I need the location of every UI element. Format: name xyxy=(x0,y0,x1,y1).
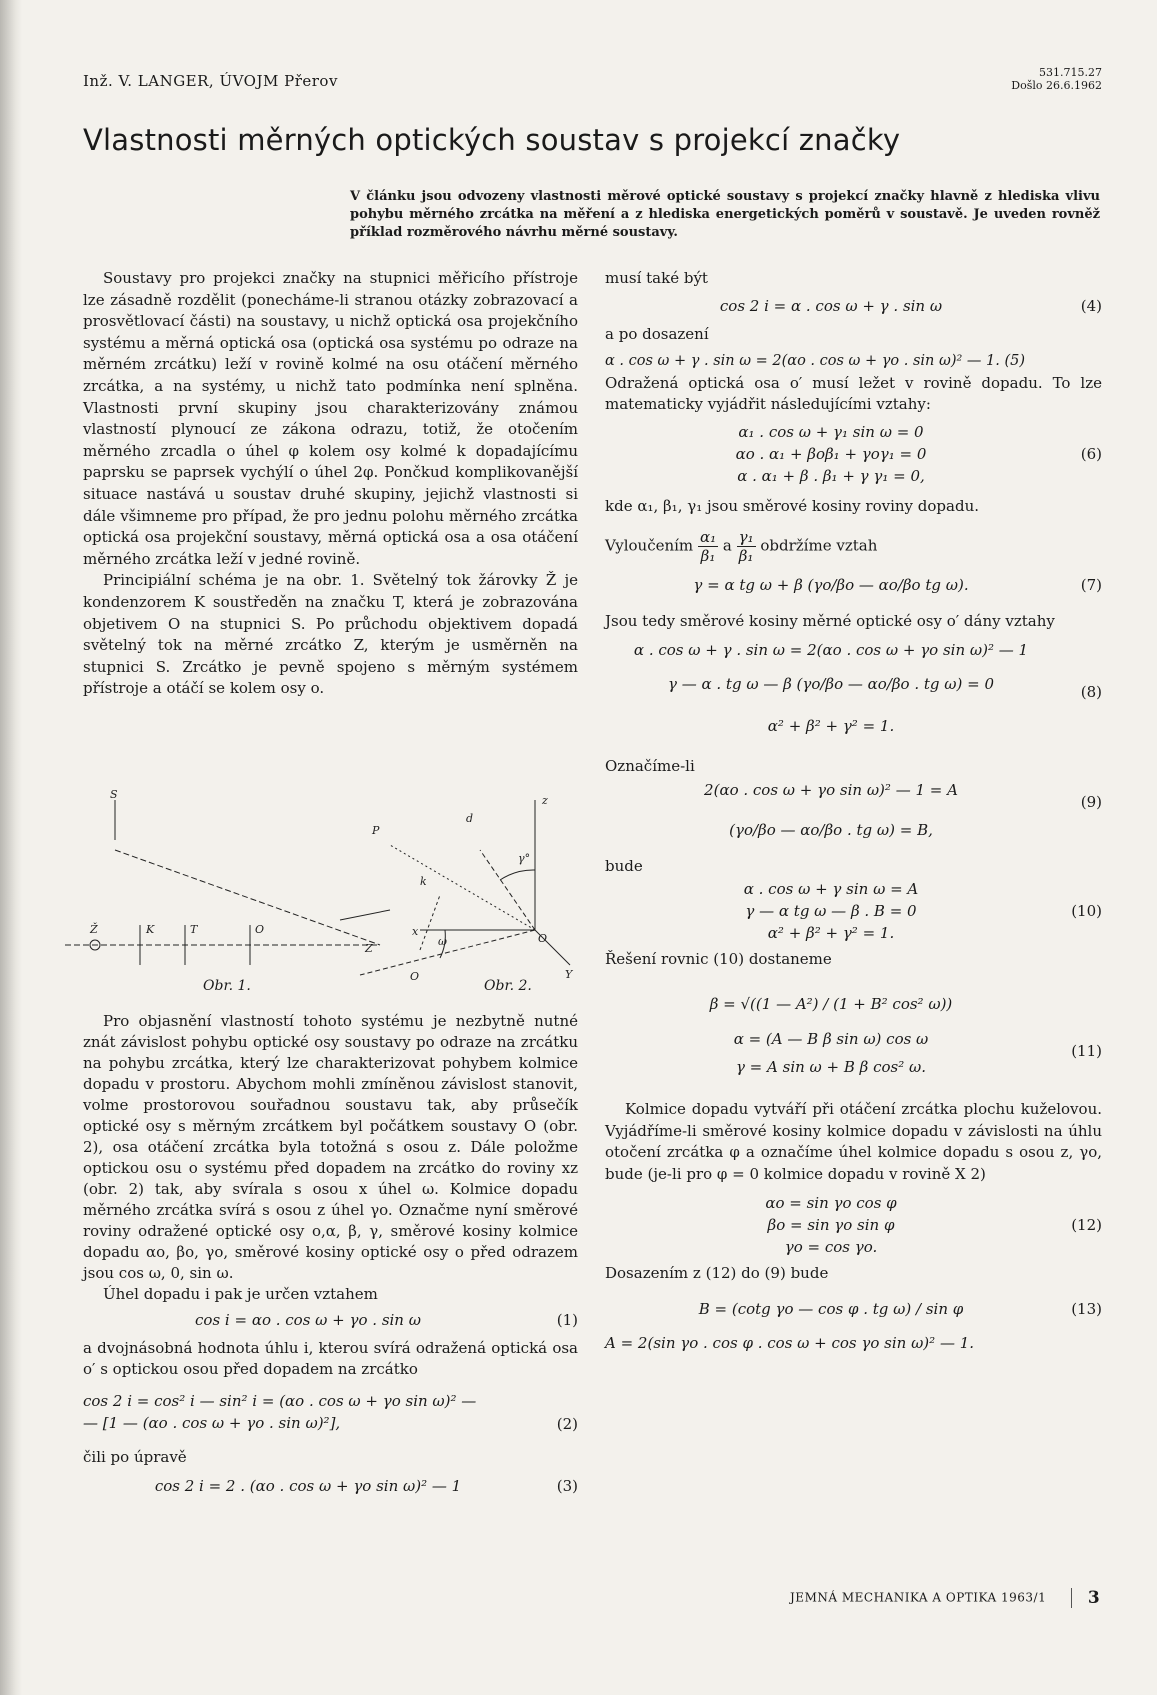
equation-10-number: (10) xyxy=(1071,902,1102,921)
equation-5: α . cos ω + γ . sin ω = 2(αo . cos ω + γo . sin ω)² — 1. (5) xyxy=(605,353,1025,370)
equation-11-number: (11) xyxy=(1071,1041,1102,1060)
r-paragraph-4: kde α₁, β₁, γ₁ jsou směrové kosiny roviny dopadu. xyxy=(605,496,980,515)
fraction-1-top: α₁ xyxy=(699,527,717,546)
r-paragraph-9: Řešení rovnic (10) dostaneme xyxy=(605,950,832,969)
fig2-gamma-arc xyxy=(500,870,535,880)
r-paragraph-5-b: a xyxy=(722,536,732,555)
fig2-projection xyxy=(420,895,440,950)
fig2-normal xyxy=(390,845,535,930)
equation-10 xyxy=(605,879,1102,945)
equation-1-number: (1) xyxy=(556,1310,578,1329)
equation-7-number: (7) xyxy=(1080,575,1102,594)
svg-text:O: O xyxy=(255,923,265,936)
svg-text:z: z xyxy=(542,794,548,807)
equation-3-number: (3) xyxy=(556,1477,578,1496)
fraction-2-bottom: β₁ xyxy=(738,546,754,565)
equation-6-line-3: α . α₁ + β . β₁ + γ γ₁ = 0, xyxy=(737,466,925,485)
svg-text:d: d xyxy=(466,812,474,825)
footer-separator xyxy=(1071,1588,1072,1608)
svg-text:P: P xyxy=(372,824,380,837)
equation-9-line-1: 2(αo . cos ω + γo sin ω)² — 1 = A xyxy=(704,780,958,799)
fraction-alpha1-beta1 xyxy=(698,528,718,565)
equation-3 xyxy=(83,1476,578,1500)
equation-8-line-2: γ — α . tg ω — β (γo/βo — αo/βo . tg ω) = 0 xyxy=(667,675,995,694)
equation-10-line-1: α . cos ω + γ sin ω = A xyxy=(743,880,919,899)
svg-text:x: x xyxy=(412,925,419,938)
equation-12 xyxy=(605,1193,1102,1259)
r-paragraph-8: bude xyxy=(605,856,643,875)
r-paragraph-5 xyxy=(605,528,1102,565)
r-paragraph-5-c: obdržíme vztah xyxy=(760,536,878,555)
equation-6-line-2: αo . α₁ + βoβ₁ + γoγ₁ = 0 xyxy=(735,444,927,463)
equation-4 xyxy=(605,296,1102,320)
figure-1-caption: Obr. 1. xyxy=(203,978,251,994)
equation-6-number: (6) xyxy=(1080,445,1102,464)
left-column-top xyxy=(83,268,578,700)
equation-6 xyxy=(605,422,1102,488)
equation-6-line-1: α₁ . cos ω + γ₁ sin ω = 0 xyxy=(738,422,924,441)
r-paragraph-3: Odražená optická osa o′ musí ležet v rovině dopadu. To lze matematicky vyjádřit následujícími vztahy: xyxy=(605,373,1102,414)
paragraph-5: a dvojnásobná hodnota úhlu i, kterou svírá odražená optická osa o′ s optickou osou před dopadem na zrcátko xyxy=(83,1338,578,1379)
fraction-1-bottom: β₁ xyxy=(700,546,716,565)
svg-text:Y: Y xyxy=(565,968,573,981)
equation-8 xyxy=(605,640,1102,746)
fraction-gamma1-beta1 xyxy=(737,528,756,565)
equation-12-line-1: αo = sin γo cos φ xyxy=(765,1194,897,1213)
equation-12-line-3: γo = cos γo. xyxy=(784,1238,878,1257)
equation-9-line-2: (γo/βo — αo/βo . tg ω) = B, xyxy=(729,820,933,839)
equation-1-text: cos i = αo . cos ω + γo . sin ω xyxy=(195,1310,421,1329)
equation-8-number: (8) xyxy=(1080,683,1102,702)
equation-12-line-2: βo = sin γo sin φ xyxy=(767,1216,895,1235)
fig1-reflected-axis xyxy=(115,850,380,945)
figure-2-caption: Obr. 2. xyxy=(484,978,532,994)
equation-2-line-1: cos 2 i = cos² i — sin² i = (αo . cos ω + γo sin ω)² — xyxy=(83,1391,477,1410)
paragraph-6: čili po úpravě xyxy=(83,1447,187,1466)
right-column xyxy=(605,268,1102,1355)
paragraph-4: Úhel dopadu i pak je určen vztahem xyxy=(103,1285,378,1303)
svg-text:k: k xyxy=(420,875,427,888)
paragraph-1: Soustavy pro projekci značky na stupnici měřicího přístroje lze zásadně rozdělit (ponecháme-li stranou otázky zobrazovací a prosvětlovací části) na soustavy, u nichž optická osa projekčního systému a měrná optická osa (optická osa systému po odraze na měrném zrcátku) leží v rovině kolmé na osu otáčení měrného zrcátka, a na systémy, u nichž tato podmínka není splněna. Vlastnosti první skupiny jsou charakterizovány známou vlastností plynoucí ze zákona odrazu, totiž, že otočením měrného zrcadla o úhel φ kolem osy kolmé k dopadajícímu paprsku se paprsek vychýlí o úhel 2φ. Pončkud komplikovanější situace nastává u soustav druhé skupiny, jejichž vlastnosti si dále všimneme pro případ, že pro jednu polohu měrného zrcátka optická osa projekční soustavy, měrná optická osa a osa otáčení měrného zrcátka leží v jedné rovině. xyxy=(83,269,578,568)
equation-8-line-1: α . cos ω + γ . sin ω = 2(αo . cos ω + γo sin ω)² — 1 xyxy=(633,641,1029,660)
equation-9 xyxy=(605,780,1102,856)
svg-text:ω: ω xyxy=(438,935,447,948)
equation-3-text: cos 2 i = 2 . (αo . cos ω + γo sin ω)² — 1 xyxy=(154,1477,462,1496)
svg-text:T: T xyxy=(190,923,198,936)
article-title: Vlastnosti měrných optických soustav s projekcí značky xyxy=(83,123,901,157)
figures xyxy=(60,790,580,994)
equation-7 xyxy=(605,575,1102,603)
svg-text:O: O xyxy=(410,970,420,983)
equation-11 xyxy=(605,979,1102,1085)
equation-8-line-3: α² + β² + γ² = 1. xyxy=(767,717,895,736)
abstract: V článku jsou odvozeny vlastnosti měrové optické soustavy s projekcí značky hlavně z hlediska vlivu pohybu měrného zrcátka na měření a z hlediska energetických poměrů v soustavě. Je uveden rovněž příklad rozměrového návrhu měrné soustavy. xyxy=(350,189,1100,240)
equation-11-line-1: β = √((1 — A²) / (1 + B² cos² ω)) xyxy=(709,994,953,1013)
equation-2-line-2: — [1 — (αo . cos ω + γo . sin ω)²], xyxy=(83,1413,341,1432)
equation-13 xyxy=(605,1299,1102,1329)
journal-name: JEMNÁ MECHANIKA A OPTIKA 1963/1 xyxy=(790,1590,1047,1605)
r-paragraph-6: Jsou tedy směrové kosiny měrné optické osy o′ dány vztahy xyxy=(605,611,1055,630)
document-number xyxy=(1011,66,1102,92)
author-line: Inž. V. LANGER, ÚVOJM Přerov xyxy=(83,72,338,90)
equation-11-line-3: γ = A sin ω + B β cos² ω. xyxy=(735,1057,927,1076)
paragraph-2: Principiální schéma je na obr. 1. Světelný tok žárovky Ž je kondenzorem K soustředěn na značku T, která je zobrazována objetivem O na stupnici S. Po průchodu objektivem dopadá světelný tok na měrné zrcátko Z, kterým je usměrněn na stupnici S. Zrcátko je pevně spojeno s měrným systémem přístroje a otáčí se kolem osy o. xyxy=(83,571,578,698)
svg-text:Z: Z xyxy=(365,942,373,955)
equation-9-number: (9) xyxy=(1080,792,1102,811)
equation-7-text: γ = α tg ω + β (γo/βo — αo/βo tg ω). xyxy=(693,575,969,594)
figure-drawings xyxy=(60,790,580,990)
r-paragraph-1: musí také být xyxy=(605,269,708,287)
equation-11-line-2: α = (A — B β sin ω) cos ω xyxy=(733,1029,929,1048)
fraction-2-top: γ₁ xyxy=(738,527,754,546)
binding-shadow xyxy=(0,0,22,1695)
udc-number: 531.715.27 xyxy=(1039,66,1102,79)
r-paragraph-2: a po dosazení xyxy=(605,324,709,343)
r-paragraph-10: Kolmice dopadu vytváří při otáčení zrcátka plochu kuželovou. Vyjádříme-li směrové kosiny kolmice dopadu v závislosti na úhlu otočení zrcátka φ a označíme úhel kolmice dopadu s osou z, γo, bude (je-li pro φ = 0 kolmice dopadu v rovině X 2) xyxy=(605,1099,1102,1183)
equation-10-line-3: α² + β² + γ² = 1. xyxy=(767,924,895,943)
equation-2-number: (2) xyxy=(556,1414,578,1433)
equation-13-b: A = 2(sin γo . cos φ . cos ω + cos γo sin ω)² — 1. xyxy=(605,1333,975,1352)
equation-4-text: cos 2 i = α . cos ω + γ . sin ω xyxy=(719,296,943,315)
paragraph-3: Pro objasnění vlastností tohoto systému je nezbytně nutné znát závislost pohybu optické osy soustavy po odraze na zrcátku na pohybu zrcátka, který lze charakterizovat pohybem kolmice dopadu v prostoru. Abychom mohli zmíněnou závislost stanovit, volme prostorovou souřadnou soustavu tak, aby průsečík optické osy s měrným zrcátkem byl počátkem soustavy O (obr. 2), osa otáčení zrcátka byla totožná s osou z. Dále položme optickou osu o systému před dopadem na zrcátko do roviny xz (obr. 2) tak, aby svírala s osou x úhel ω. Kolmice dopadu měrného zrcátka svírá s osou z úhel γo. Označme nyní směrové roviny odražené optické osy o,α, β, γ, směrové kosiny kolmice dopadu αo, βo, γo, směrové kosiny optické osy o před odrazem jsou cos ω, 0, sin ω. xyxy=(83,1012,578,1282)
equation-4-number: (4) xyxy=(1080,296,1102,315)
equation-13-number: (13) xyxy=(1071,1299,1102,1318)
svg-text:S: S xyxy=(110,790,118,801)
left-column-bottom xyxy=(83,1011,578,1500)
r-paragraph-11: Dosazením z (12) do (9) bude xyxy=(605,1264,829,1283)
equation-12-number: (12) xyxy=(1071,1216,1102,1235)
received-date: Došlo 26.6.1962 xyxy=(1011,79,1102,92)
svg-text:Ž: Ž xyxy=(90,923,98,936)
page-footer xyxy=(790,1588,1100,1608)
fig2-incident-axis xyxy=(360,930,535,975)
equation-13-text: B = (cotg γo — cos φ . tg ω) / sin φ xyxy=(698,1299,964,1318)
r-paragraph-7: Označíme-li xyxy=(605,757,695,776)
svg-text:K: K xyxy=(146,923,155,936)
page-number: 3 xyxy=(1087,1588,1101,1608)
svg-text:γ°: γ° xyxy=(518,852,531,865)
equation-1 xyxy=(83,1310,578,1334)
equation-10-line-2: γ — α tg ω — β . B = 0 xyxy=(745,902,917,921)
equation-2 xyxy=(83,1391,578,1441)
fig1-mirror xyxy=(340,910,390,920)
svg-text:O: O xyxy=(538,932,548,945)
r-paragraph-5-a: Vyloučením xyxy=(605,536,694,555)
